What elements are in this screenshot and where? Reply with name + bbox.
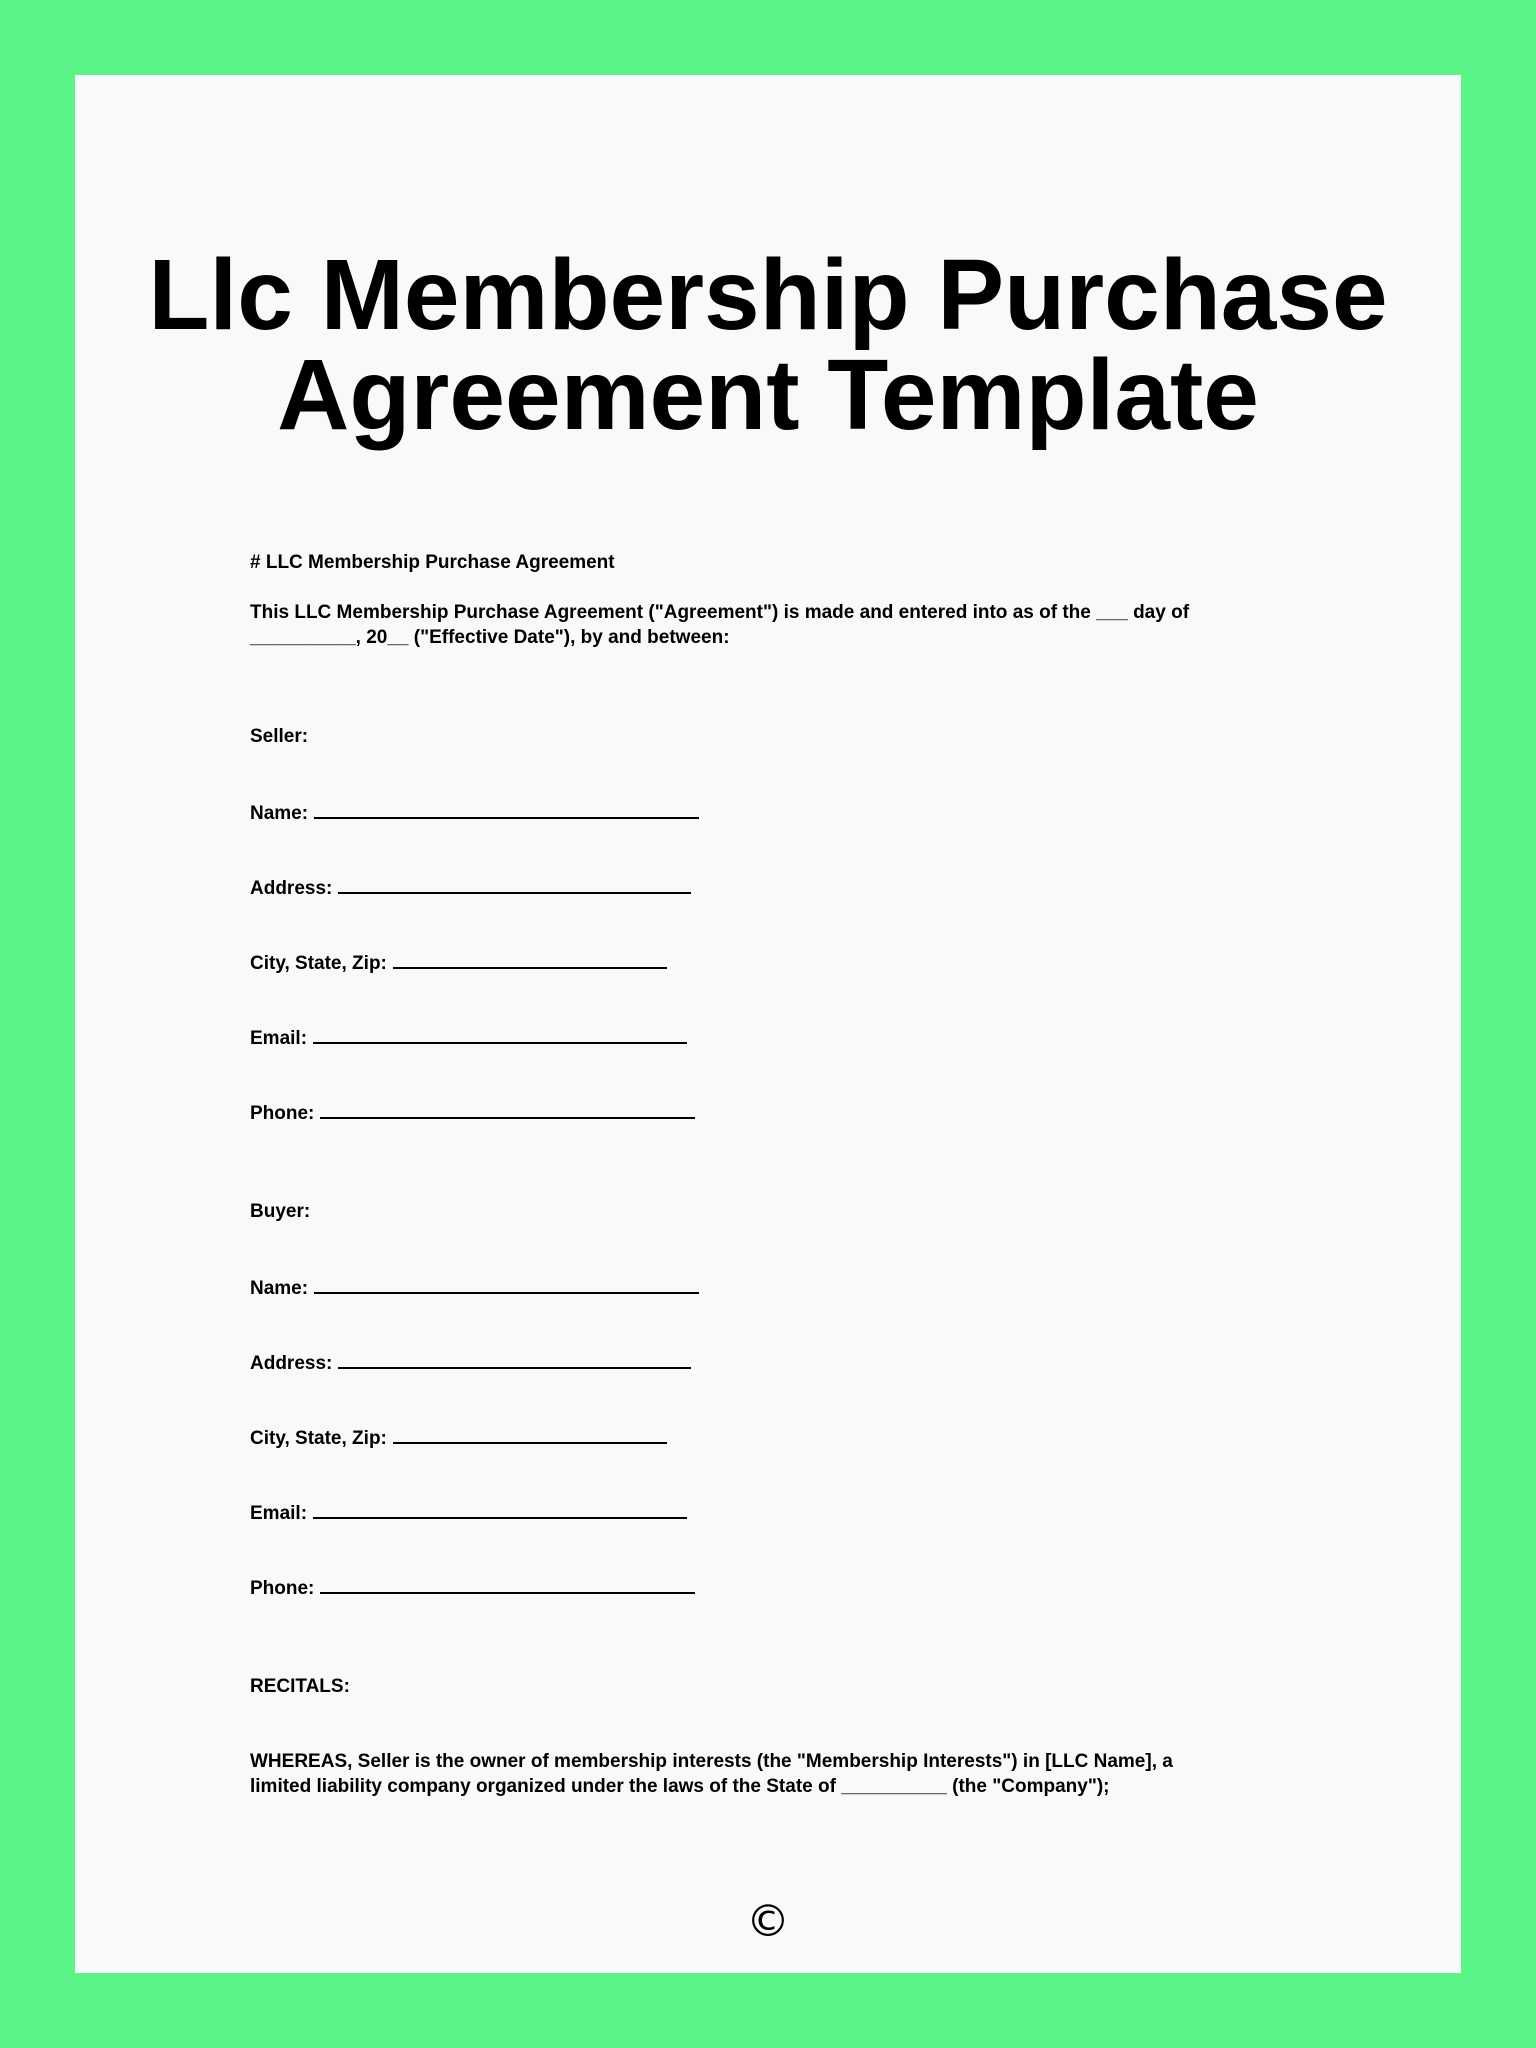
seller-address-label: Address: xyxy=(250,878,333,899)
buyer-name-field xyxy=(250,1274,699,1301)
buyer-city-label: City, State, Zip: xyxy=(250,1428,387,1449)
seller-phone-field xyxy=(250,1099,695,1126)
buyer-phone-field xyxy=(250,1574,695,1601)
buyer-address-blank[interactable] xyxy=(338,1349,691,1369)
buyer-address-field xyxy=(250,1349,691,1376)
buyer-email-blank[interactable] xyxy=(313,1499,687,1519)
page-title xyxy=(75,239,1461,451)
seller-name-label: Name: xyxy=(250,803,309,824)
whereas-line-2: limited liability company organized under the laws of the State of __________ (the "Company"); xyxy=(250,1776,1110,1797)
intro-line-2: __________, 20__ ("Effective Date"), by and between: xyxy=(250,627,730,648)
intro-line-1: This LLC Membership Purchase Agreement ("Agreement") is made and entered into as of the ___ day of xyxy=(250,602,1190,623)
buyer-city-blank[interactable] xyxy=(393,1424,667,1444)
agreement-heading: # LLC Membership Purchase Agreement xyxy=(250,552,615,573)
title-line-2: Agreement Template xyxy=(277,339,1259,451)
title-line-1: Llc Membership Purchase xyxy=(148,239,1388,351)
seller-email-label: Email: xyxy=(250,1028,308,1049)
seller-phone-label: Phone: xyxy=(250,1103,315,1124)
buyer-phone-blank[interactable] xyxy=(320,1574,695,1594)
seller-label: Seller: xyxy=(250,726,309,747)
buyer-email-field xyxy=(250,1499,687,1526)
seller-city-field xyxy=(250,949,667,976)
seller-address-field xyxy=(250,874,691,901)
seller-city-blank[interactable] xyxy=(393,949,667,969)
seller-email-blank[interactable] xyxy=(313,1024,687,1044)
buyer-email-label: Email: xyxy=(250,1503,308,1524)
buyer-label: Buyer: xyxy=(250,1201,311,1222)
buyer-name-blank[interactable] xyxy=(314,1274,699,1294)
recitals-heading: RECITALS: xyxy=(250,1676,350,1697)
buyer-address-label: Address: xyxy=(250,1353,333,1374)
whereas-line-1: WHEREAS, Seller is the owner of membership interests (the "Membership Interests") in [LLC Name], a xyxy=(250,1751,1173,1772)
buyer-city-field xyxy=(250,1424,667,1451)
copyright-icon: © xyxy=(746,1896,790,1947)
buyer-name-label: Name: xyxy=(250,1278,309,1299)
buyer-phone-label: Phone: xyxy=(250,1578,315,1599)
seller-phone-blank[interactable] xyxy=(320,1099,695,1119)
seller-name-field xyxy=(250,799,699,826)
seller-email-field xyxy=(250,1024,687,1051)
seller-city-label: City, State, Zip: xyxy=(250,953,387,974)
seller-name-blank[interactable] xyxy=(314,799,699,819)
document-page xyxy=(75,75,1461,1973)
seller-address-blank[interactable] xyxy=(338,874,691,894)
